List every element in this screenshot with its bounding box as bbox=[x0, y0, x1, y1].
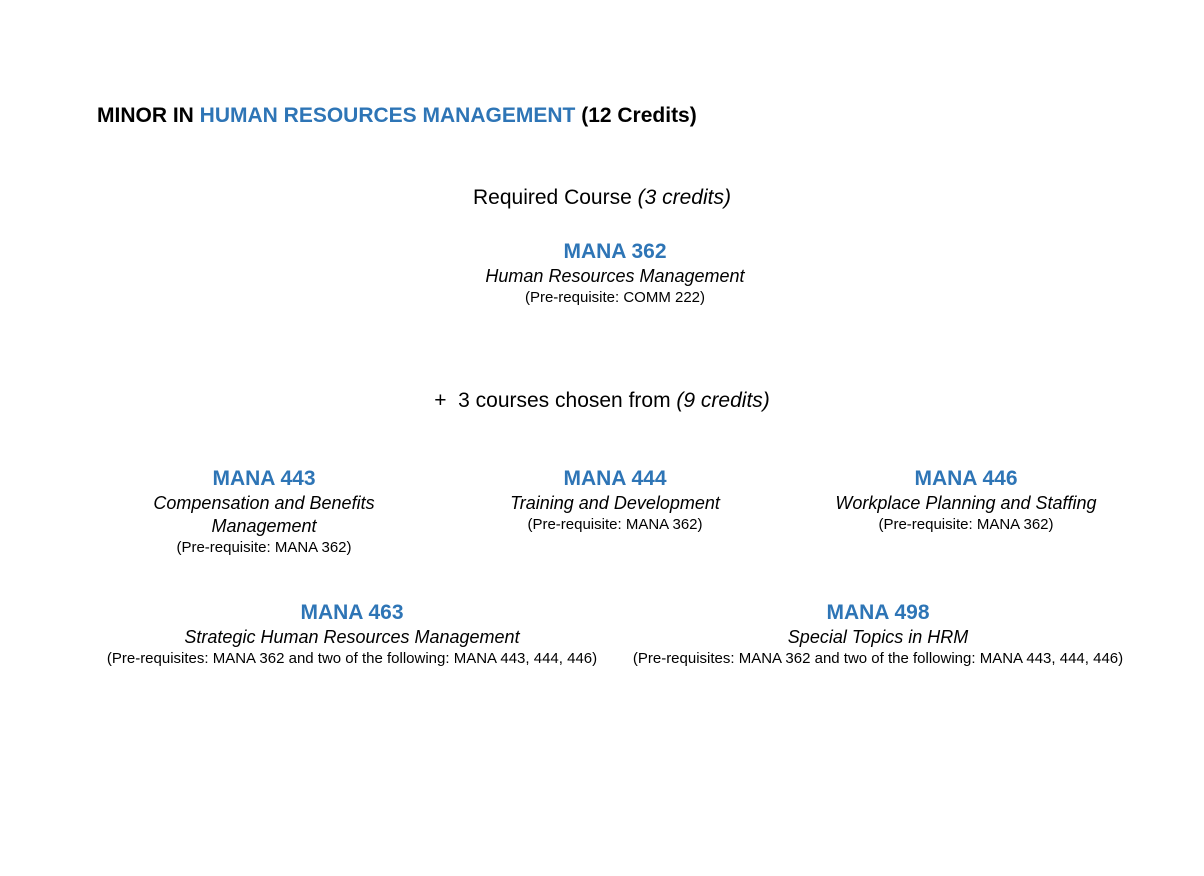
required-credits: (3 credits) bbox=[637, 186, 731, 209]
course-block-mana-443 bbox=[134, 466, 394, 557]
course-code: MANA 443 bbox=[212, 467, 316, 490]
course-block-mana-444 bbox=[465, 466, 765, 534]
required-label: Required Course bbox=[473, 186, 632, 209]
course-name: Workplace Planning and Staffing bbox=[835, 493, 1097, 513]
course-prereq: (Pre-requisite: MANA 362) bbox=[527, 516, 703, 533]
course-code: MANA 444 bbox=[563, 467, 667, 490]
course-code: MANA 446 bbox=[914, 467, 1018, 490]
required-course-heading bbox=[0, 186, 1204, 210]
course-code: MANA 498 bbox=[826, 601, 930, 624]
course-prereq: (Pre-requisite: COMM 222) bbox=[524, 289, 706, 306]
course-code: MANA 463 bbox=[300, 601, 404, 624]
course-prereq: (Pre-requisite: MANA 362) bbox=[176, 539, 352, 556]
page-title bbox=[97, 104, 697, 128]
elective-credits: (9 credits) bbox=[676, 389, 770, 412]
course-name: Human Resources Management bbox=[485, 266, 745, 286]
course-name: Strategic Human Resources Management bbox=[184, 627, 520, 647]
course-prereq: (Pre-requisite: MANA 362) bbox=[878, 516, 1054, 533]
title-subject: HUMAN RESOURCES MANAGEMENT bbox=[199, 104, 576, 127]
course-block-mana-498 bbox=[628, 600, 1128, 668]
course-block-mana-446 bbox=[806, 466, 1126, 534]
course-name: Training and Development bbox=[510, 493, 720, 513]
elective-heading bbox=[0, 389, 1204, 413]
elective-label: 3 courses chosen from bbox=[458, 389, 671, 412]
title-prefix: MINOR IN bbox=[97, 104, 194, 127]
title-credits: (12 Credits) bbox=[581, 104, 697, 127]
course-prereq: (Pre-requisites: MANA 362 and two of the following: MANA 443, 444, 446) bbox=[632, 650, 1124, 667]
course-code: MANA 362 bbox=[563, 240, 667, 263]
course-prereq: (Pre-requisites: MANA 362 and two of the following: MANA 443, 444, 446) bbox=[106, 650, 598, 667]
plus-sign: + bbox=[434, 389, 447, 412]
course-name: Compensation and Benefits Management bbox=[153, 493, 375, 536]
course-block-mana-463 bbox=[102, 600, 602, 668]
course-name: Special Topics in HRM bbox=[787, 627, 969, 647]
course-block-mana-362 bbox=[415, 239, 815, 307]
